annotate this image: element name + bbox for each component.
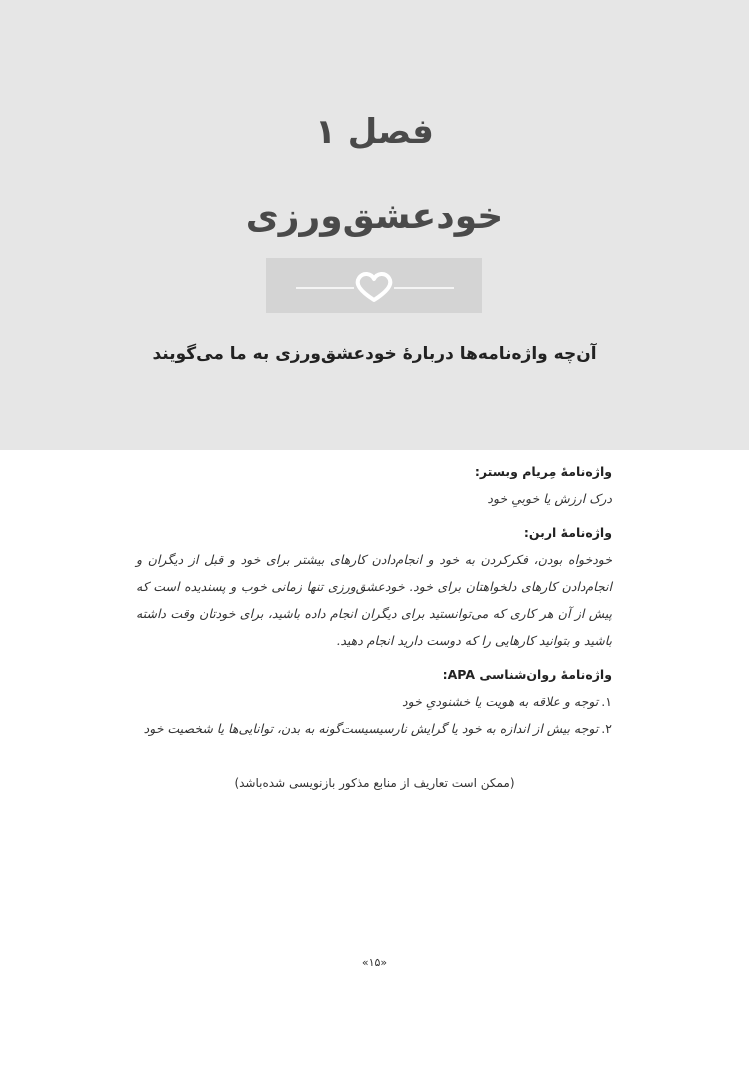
chapter-subtitle: آن‌چه واژه‌نامه‌ها دربارهٔ خودعشق‌ورزی به ما می‌گویند (152, 344, 597, 364)
definition-list (136, 688, 612, 742)
definition-text: خودخواه بودن، فکرکردن به خود و انجام‌دادن کارهای بیشتر برای خود و قبل از دیگران و انجام‌دادن کارهای دلخواهتان برای خود. خودعشق‌ورزی تنها زمانی خوب و پسندیده است که پیش از آن هر کاری که می‌توانستید برای دیگران انجام داده باشید، برای خودتان وقت داشته باشید و بتوانید کارهایی را که دوست دارید انجام دهید. (136, 552, 612, 648)
list-item: ۱.توجه و علاقه به هویت یا خشنودیِ خود (402, 694, 612, 709)
definition-text: درک ارزش یا خوبیِ خود (487, 491, 612, 506)
definition-heading: واژه‌نامهٔ اربن: (523, 525, 612, 540)
definition-heading: واژه‌نامهٔ مِریام وبستر: (474, 464, 612, 479)
source-note: (ممکن است تعاریف از منابع مذکور بازنویسی شده‌باشد) (234, 776, 515, 790)
heart-divider-icon (266, 258, 482, 313)
chapter-number: فصل ۱ (315, 112, 434, 152)
definitions-section (136, 459, 612, 742)
list-item: ۲.توجه بیش از اندازه به خود یا گرایش نارسیسیست‌گونه به بدن، توانایی‌ها یا شخصیت خود (143, 721, 612, 736)
definition-heading: واژه‌نامهٔ روان‌شناسی APA: (442, 667, 612, 682)
page-number: «۱۵» (361, 956, 388, 969)
chapter-title: خودعشق‌ورزی (245, 196, 504, 237)
chapter-header-band (0, 0, 749, 450)
